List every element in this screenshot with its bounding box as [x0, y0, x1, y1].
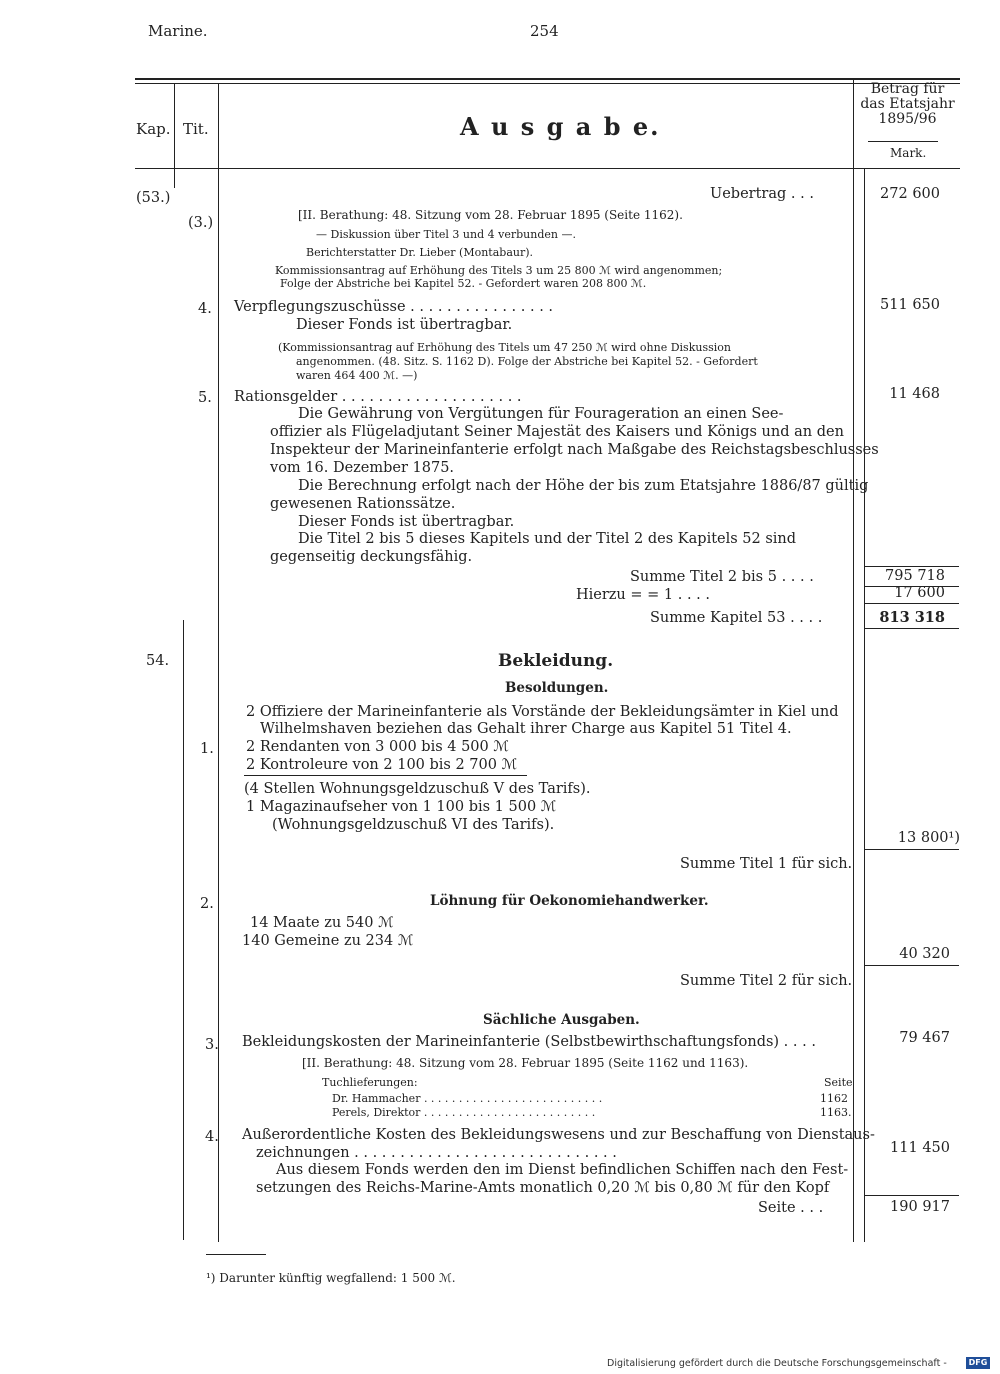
k54-tit-3: 3.: [205, 1037, 219, 1053]
t5-text: offizier als Flügeladjutant Seiner Majestät des Kaisers und Königs und an den: [270, 424, 844, 440]
k54t1-amount: 13 800¹): [897, 830, 960, 846]
k54t1-text: 2 Kontroleure von 2 100 bis 2 700 ℳ: [246, 757, 518, 773]
k54t2-sum: Summe Titel 2 für sich.: [680, 973, 853, 989]
hierzu-amount: 17 600: [894, 585, 945, 601]
k54t2-text: 14 Maate zu 540 ℳ: [250, 915, 394, 931]
betrag-heading: [855, 82, 960, 127]
sum-titel-label: Summe Titel 2 bis 5 . . . .: [630, 569, 814, 585]
k54t3-berathung: [II. Berathung: 48. Sitzung vom 28. Februar 1895 (Seite 1162 und 1163).: [302, 1056, 749, 1070]
top-rule-thin: [135, 83, 960, 84]
t5-text: Die Titel 2 bis 5 dieses Kapitels und der Titel 2 des Kapitels 52 sind: [298, 531, 797, 547]
t4-label: Verpflegungszuschüsse . . . . . . . . . . . . . . . .: [234, 299, 554, 315]
col-line-tit: [218, 83, 219, 168]
uebertrag-amount: 272 600: [880, 186, 940, 202]
t5-text: gewesenen Rationssätze.: [270, 496, 456, 512]
sum-kapitel-amount: 813 318: [879, 609, 945, 626]
k54t4-text: Aus diesem Fonds werden den im Dienst befindlichen Schiffen nach den Fest-: [276, 1162, 849, 1178]
k54t3-seite-ref: 1162: [820, 1092, 848, 1105]
k54t3-amount: 79 467: [899, 1030, 950, 1046]
berathung-line: Berichterstatter Dr. Lieber (Montabaur).: [306, 246, 534, 259]
k54t2-amount: 40 320: [899, 946, 950, 962]
k54-tit-4: 4.: [205, 1129, 219, 1145]
tit-3: (3.): [188, 215, 214, 231]
sum-rule: [864, 849, 959, 850]
sum-rule: [864, 566, 959, 567]
sum-kapitel-label: Summe Kapitel 53 . . . .: [650, 610, 823, 626]
t4-note: Dieser Fonds ist übertragbar.: [296, 317, 513, 333]
running-head: Marine.: [148, 22, 208, 40]
t5-text: gegenseitig deckungsfähig.: [270, 549, 473, 565]
saechlich-heading: Sächliche Ausgaben.: [483, 1012, 640, 1028]
seite-amount: 190 917: [890, 1199, 950, 1215]
page-number: 254: [530, 22, 559, 40]
berathung-line: [II. Berathung: 48. Sitzung vom 28. Februar 1895 (Seite 1162).: [298, 208, 683, 222]
t5-text: vom 16. Dezember 1875.: [270, 460, 455, 476]
section-title: A u s g a b e.: [460, 112, 661, 141]
k54t1-text: Wilhelmshaven beziehen das Gehalt ihrer Charge aus Kapitel 51 Titel 4.: [260, 721, 792, 737]
tit-5: 5.: [198, 390, 212, 406]
t5-text: Die Gewährung von Vergütungen für Fourageration an einen See-: [298, 406, 784, 422]
berathung-line: Kommissionsantrag auf Erhöhung des Titels 3 um 25 800 ℳ wird angenommen;: [275, 264, 723, 277]
betrag-sep: [868, 141, 938, 142]
sum-rule: [864, 965, 959, 966]
seite-label: Seite . . .: [758, 1200, 824, 1216]
k54t1-sum: Summe Titel 1 für sich.: [680, 856, 853, 872]
k54t3-seite: Seite: [824, 1076, 853, 1089]
dfg-logo: DFG: [966, 1357, 990, 1369]
k54t2-heading: Löhnung für Oekonomiehandwerker.: [430, 893, 709, 909]
kap-54: 54.: [146, 653, 170, 669]
t5-text: Die Berechnung erfolgt nach der Höhe der bis zum Etatsjahre 1886/87 gültig: [298, 478, 869, 494]
top-rule: [135, 78, 960, 80]
k54t3-label: Bekleidungskosten der Marineinfanterie (Selbstbewirthschaftungsfonds) . . . .: [242, 1034, 816, 1050]
col-line-kap: [174, 83, 175, 168]
t5-label: Rationsgelder . . . . . . . . . . . . . . . . . . . .: [234, 389, 522, 405]
k54t4-text: zeichnungen . . . . . . . . . . . . . . . . . . . . . . . . . . . . .: [256, 1145, 617, 1161]
betrag-line-3: 1895/96: [878, 111, 937, 127]
k54t4-text: setzungen des Reichs-Marine-Amts monatlich 0,20 ℳ bis 0,80 ℳ für den Kopf: [256, 1180, 830, 1196]
t4-kommission: (Kommissionsantrag auf Erhöhung des Titels um 47 250 ℳ wird ohne Diskussion: [278, 341, 731, 354]
k54t1-rule: [244, 775, 527, 776]
unit-label: Mark.: [890, 146, 927, 160]
uebertrag-label: Uebertrag . . .: [710, 186, 814, 202]
kap-heading: Kap.: [136, 120, 171, 138]
betrag-line-1: Betrag für: [870, 81, 945, 97]
k54-tit-1: 1.: [200, 741, 214, 757]
sum-rule: [864, 603, 959, 604]
seite-rule: [864, 1195, 959, 1196]
t5-text: Dieser Fonds ist übertragbar.: [298, 514, 515, 530]
k54-tit-2: 2.: [200, 896, 214, 912]
t5-text: Inspekteur der Marineinfanterie erfolgt nach Maßgabe des Reichstagsbeschlusses: [270, 442, 879, 458]
footnote-rule: [206, 1254, 266, 1255]
tit-4: 4.: [198, 301, 212, 317]
header-bottom-rule: [135, 168, 960, 169]
kap54-title: Bekleidung.: [498, 651, 614, 671]
k54t1-text: 2 Rendanten von 3 000 bis 4 500 ℳ: [246, 739, 509, 755]
kap-53: (53.): [136, 190, 171, 206]
col-line-text: [218, 168, 219, 1242]
k54t3-berathung: Tuchlieferungen:: [322, 1076, 418, 1089]
sum-rule: [864, 628, 959, 629]
t4-amount: 511 650: [880, 297, 940, 313]
footnote: ¹) Darunter künftig wegfallend: 1 500 ℳ.: [206, 1271, 456, 1285]
k54t1-text: (Wohnungsgeldzuschuß VI des Tarifs).: [272, 817, 555, 833]
k54t1-text: 1 Magazinaufseher von 1 100 bis 1 500 ℳ: [246, 799, 557, 815]
k54t2-text: 140 Gemeine zu 234 ℳ: [242, 933, 414, 949]
k54t3-berathung: Perels, Direktor . . . . . . . . . . . . . . . . . . . . . . . . .: [332, 1106, 596, 1119]
betrag-line-2: das Etatsjahr: [860, 96, 955, 112]
k54t3-berathung: Dr. Hammacher . . . . . . . . . . . . . . . . . . . . . . . . . .: [332, 1092, 603, 1105]
sum-titel-amount: 795 718: [885, 568, 945, 584]
berathung-line: Folge der Abstriche bei Kapitel 52. - Gefordert waren 208 800 ℳ.: [280, 277, 647, 290]
dfg-credit: Digitalisierung gefördert durch die Deutsche Forschungsgemeinschaft -: [607, 1358, 947, 1369]
t5-amount: 11 468: [889, 386, 940, 402]
t4-kommission: waren 464 400 ℳ. —): [296, 369, 418, 382]
tit-heading: Tit.: [183, 120, 209, 138]
k54t3-seite-ref: 1163.: [820, 1106, 852, 1119]
k54t1-text: (4 Stellen Wohnungsgeldzuschuß V des Tarifs).: [244, 781, 591, 797]
k54t4-amount: 111 450: [890, 1140, 950, 1156]
hierzu-label: Hierzu = = 1 . . . .: [576, 587, 710, 603]
berathung-line: — Diskussion über Titel 3 und 4 verbunden —.: [316, 228, 576, 241]
t4-kommission: angenommen. (48. Sitz. S. 1162 D). Folge der Abstriche bei Kapitel 52. - Gefordert: [296, 355, 758, 368]
col-line-tit-body: [183, 620, 184, 1240]
col-line-amount-inner: [864, 168, 865, 1242]
col-line-amount: [853, 78, 854, 1242]
kap54-subtitle: Besoldungen.: [505, 680, 609, 696]
k54t4-text: Außerordentliche Kosten des Bekleidungswesens und zur Beschaffung von Dienstaus-: [242, 1127, 875, 1143]
col-line-kap-tick: [174, 168, 175, 188]
k54t1-text: 2 Offiziere der Marineinfanterie als Vorstände der Bekleidungsämter in Kiel und: [246, 704, 839, 720]
